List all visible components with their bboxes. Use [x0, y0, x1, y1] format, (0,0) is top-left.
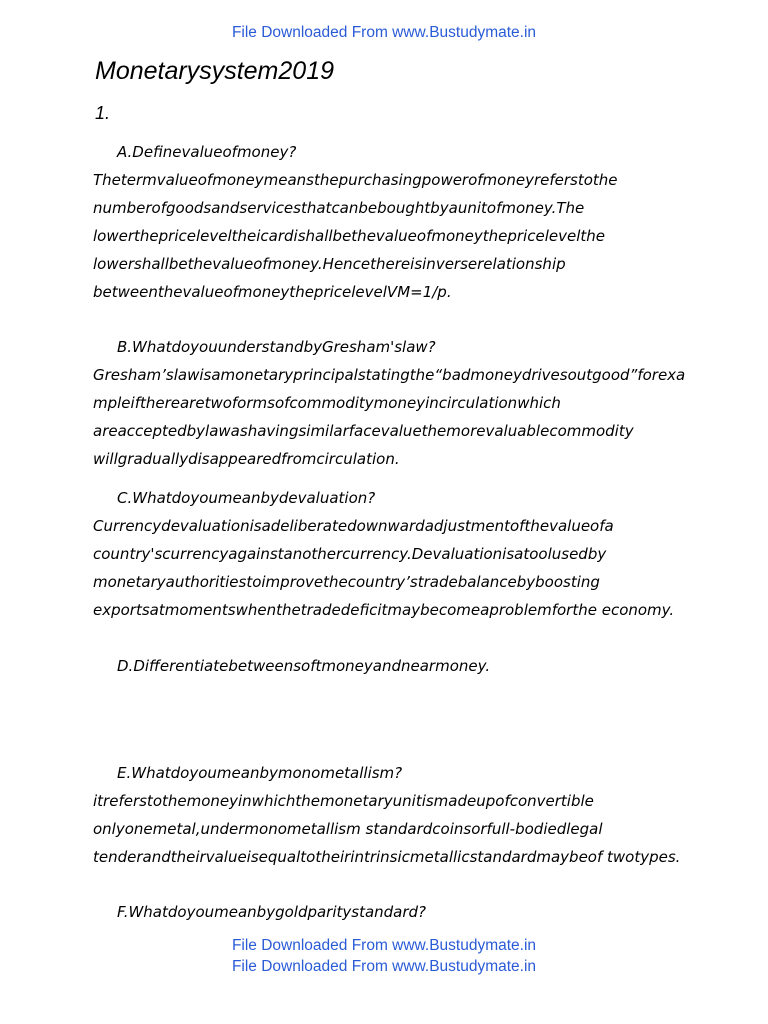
- question-a: A.Definevalueofmoney?: [117, 143, 297, 161]
- answer-a-line-2: numberofgoodsandservicesthatcanbeboughtbyaunitofmoney.The: [93, 199, 585, 217]
- answer-a-line-1: Thetermvalueofmoneymeansthepurchasingpowerofmoneyreferstothe: [93, 171, 618, 189]
- question-f: F.Whatdoyoumeanbygoldparitystandard?: [117, 903, 427, 921]
- answer-c-line-4: exportsatmomentswhenthetradedeficitmaybecomeaproblemforthe economy.: [93, 601, 675, 619]
- answer-e-line-3: tenderandtheirvalueisequaltotheirintrinsicmetallicstandardmaybeof twotypes.: [93, 848, 681, 866]
- answer-e-line-1: itreferstothemoneyinwhichthemonetaryunitismadeupofconvertible: [93, 792, 594, 810]
- answer-a-line-5: betweenthevalueofmoneythepricelevelVM=1/p.: [93, 283, 452, 301]
- answer-b-line-3: areacceptedbylawashavingsimilarfacevaluethemorevaluablecommodity: [93, 422, 634, 440]
- question-b: B.WhatdoyouunderstandbyGresham'slaw?: [117, 338, 436, 356]
- answer-b-line-1: Gresham’slawisamonetaryprincipalstatingthe“badmoneydrivesoutgood”forexa: [93, 366, 686, 384]
- answer-c-line-1: Currencydevaluationisadeliberatedownwardadjustmentofthevalueofa: [93, 517, 614, 535]
- footer-watermark-1: File Downloaded From www.Bustudymate.in: [231, 937, 537, 954]
- answer-a-line-3: lowerthepriceleveltheicardishallbethevalueofmoneythepricelevelthe: [93, 227, 605, 245]
- answer-b-line-2: mpleiftherearetwoformsofcommoditymoneyincirculationwhich: [93, 394, 561, 412]
- question-d: D.Differentiatebetweensoftmoneyandnearmoney.: [117, 657, 491, 675]
- answer-c-line-2: country'scurrencyagainstanothercurrency.Devaluationisatoolusedby: [93, 545, 607, 563]
- document-title: Monetarysystem2019: [95, 57, 335, 85]
- answer-c-line-3: monetaryauthoritiestoimprovethecountry’stradebalancebyboosting: [93, 573, 600, 591]
- header-watermark: File Downloaded From www.Bustudymate.in: [231, 24, 537, 41]
- question-c: C.Whatdoyoumeanbydevaluation?: [117, 489, 376, 507]
- answer-e-line-2: onlyonemetal,undermonometallism standardcoinsorfull-bodiedlegal: [93, 820, 603, 838]
- question-number: 1.: [95, 103, 111, 123]
- question-e: E.Whatdoyoumeanbymonometallism?: [117, 764, 403, 782]
- answer-a-line-4: lowershallbethevalueofmoney.Hencethereisinverserelationship: [93, 255, 566, 273]
- answer-b-line-4: willgraduallydisappearedfromcirculation.: [93, 450, 400, 468]
- footer-watermark-2: File Downloaded From www.Bustudymate.in: [231, 958, 537, 975]
